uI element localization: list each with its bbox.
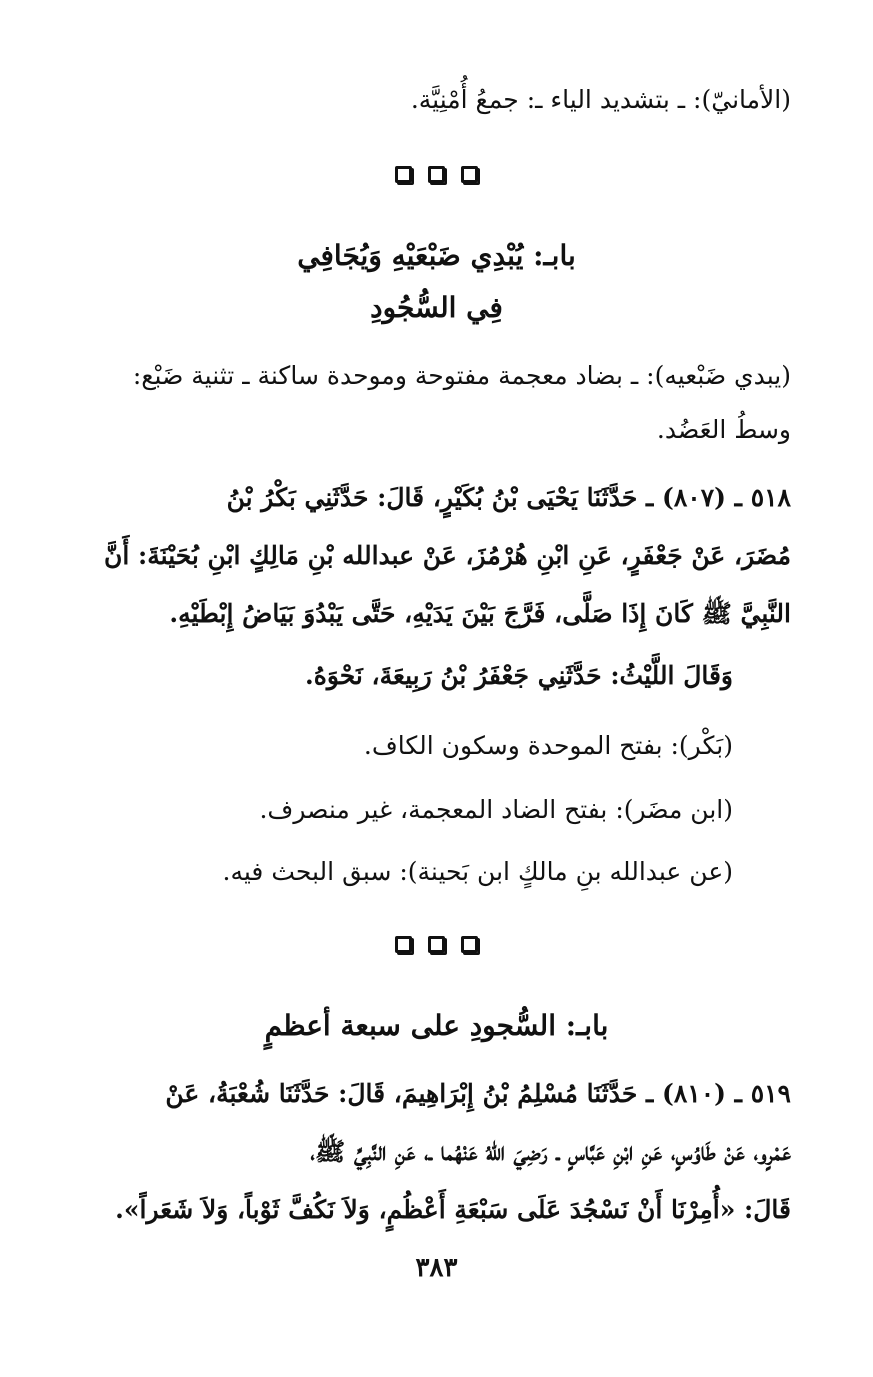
commentary-line: (يبدي ضَبْعيه): ـ بضاد معجمة مفتوحة وموحدة ساكنة ـ تثنية ضَبْع:	[132, 361, 791, 390]
commentary-bakr: (بَكْر): بفتح الموحدة وسكون الكاف.	[363, 731, 733, 760]
divider-square-icon	[395, 936, 412, 953]
commentary-line: وسطُ العَضُد.	[656, 415, 791, 444]
hadith-519-line-2: عَمْرٍو، عَنْ طَاوُسٍ، عَنِ ابْنِ عَبَّاسٍ ـ رَضِيَ اللهُ عَنْهُما ـ، عَنِ النَّبِيِّ ﷺ،	[310, 1137, 791, 1166]
hadith-518-line-1: ٥١٨ ـ (٨٠٧) ـ حَدَّثَنَا يَحْيَى بْنُ بُكَيْرٍ، قَالَ: حَدَّثَنِي بَكْرُ بْنُ	[226, 483, 791, 512]
hadith-518-line-2: مُضَرَ، عَنْ جَعْفَرٍ، عَنِ ابْنِ هُرْمُزَ، عَنْ عبدالله بْنِ مَالِكٍ ابْنِ بُحَيْنَةَ: أَنَّ	[104, 541, 791, 570]
hadith-519-line-3: قَالَ: «أُمِرْنَا أَنْ نَسْجُدَ عَلَى سَبْعَةِ أَعْظُمٍ، وَلاَ نَكُفَّ ثَوْباً، وَلاَ شَعَراً».	[115, 1195, 791, 1224]
chapter-heading-2	[82, 1004, 791, 1048]
chapter-heading-1	[82, 234, 791, 278]
divider-square-icon	[461, 166, 478, 183]
commentary-ibn-mudar: (ابن مضَر): بفتح الضاد المعجمة، غير منصرف.	[259, 795, 733, 824]
section-divider-1	[0, 166, 873, 190]
divider-square-icon	[428, 166, 445, 183]
definition-amani: (الأمانيّ): ـ بتشديد الياء ـ: جمعُ أُمْنِيَّة.	[410, 85, 791, 114]
section-divider-2	[0, 936, 873, 960]
chapter-label: بابـ:	[565, 1009, 609, 1042]
divider-square-icon	[461, 936, 478, 953]
divider-square-icon	[395, 166, 412, 183]
page-number: ٣٨٣	[415, 1253, 458, 1283]
divider-square-icon	[428, 936, 445, 953]
hadith-519-line-1: ٥١٩ ـ (٨١٠) ـ حَدَّثَنَا مُسْلِمُ بْنُ إِبْرَاهِيمَ، قَالَ: حَدَّثَنَا شُعْبَةُ، عَنْ	[165, 1079, 791, 1108]
chapter-title-line-1: يُبْدِي ضَبْعَيْهِ وَيُجَافِي	[297, 239, 524, 272]
chapter-title-line-2: فِي السُّجُودِ	[370, 291, 503, 324]
hadith-518-line-3: النَّبِيَّ ﷺ كَانَ إِذَا صَلَّى، فَرَّجَ بَيْنَ يَدَيْهِ، حَتَّى يَبْدُوَ بَيَاضُ إِبْطَيْهِ.	[169, 599, 791, 628]
hadith-518-addendum: وَقَالَ اللَّيْثُ: حَدَّثَنِي جَعْفَرُ بْنُ رَبِيعَةَ، نَحْوَهُ.	[305, 661, 733, 690]
chapter-label: بابـ:	[533, 239, 576, 272]
commentary-ibn-buhayna: (عن عبدالله بنِ مالكٍ ابن بَحينة): سبق البحث فيه.	[222, 857, 733, 886]
chapter-title: السُّجودِ على سبعة أعظمٍ	[264, 1009, 556, 1042]
